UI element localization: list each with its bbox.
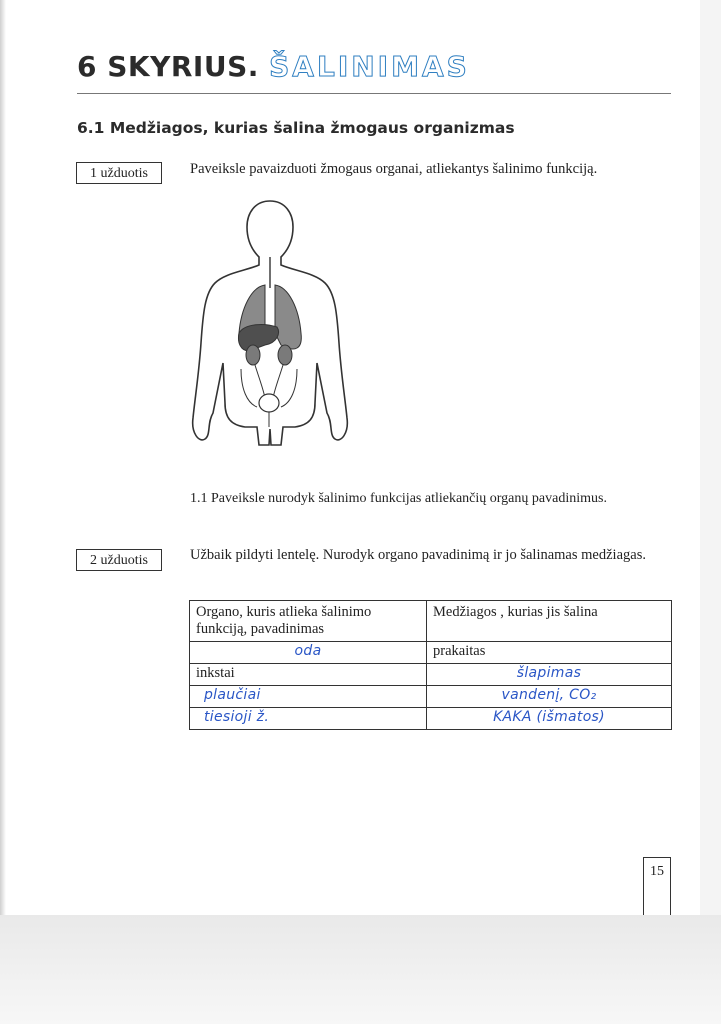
- handwritten-answer: šlapimas: [516, 665, 582, 681]
- substance-cell[interactable]: [427, 664, 672, 686]
- chapter-title: [77, 50, 470, 83]
- scan-background: [0, 915, 721, 1024]
- header-substances: Medžiagos , kurias jis šalina: [427, 601, 672, 642]
- right-kidney: [278, 345, 292, 365]
- handwritten-answer: plaučiai: [204, 687, 261, 703]
- task-2-instruction: Užbaik pildyti lentelę. Nurodyk organo pavadinimą ir jo šalinamas medžiagas.: [190, 547, 646, 563]
- substance-cell[interactable]: [427, 708, 672, 730]
- task-1-label: 1 užduotis: [76, 162, 162, 184]
- left-kidney: [246, 345, 260, 365]
- section-title: 6.1 Medžiagos, kurias šalina žmogaus organizmas: [77, 119, 515, 137]
- right-lung: [275, 285, 301, 349]
- header-organ: Organo, kuris atlieka šalinimo funkciją, pavadinimas: [190, 601, 427, 642]
- organ-cell[interactable]: [190, 708, 427, 730]
- handwritten-answer: oda: [294, 643, 322, 659]
- handwritten-answer: tiesioji ž.: [204, 709, 270, 725]
- bladder: [259, 394, 279, 412]
- excretory-organs-figure: [185, 193, 355, 451]
- organ-cell[interactable]: [190, 642, 427, 664]
- organ-cell[interactable]: [190, 686, 427, 708]
- substance-cell[interactable]: [427, 686, 672, 708]
- chapter-title-highlight: ŠALINIMAS: [269, 50, 470, 83]
- task-2-label: 2 užduotis: [76, 549, 162, 571]
- handwritten-answer: KAKA (išmatos): [493, 709, 605, 725]
- handwritten-answer: vandenį, CO₂: [501, 687, 597, 703]
- organ-cell: inkstai: [190, 664, 427, 686]
- title-divider: [77, 93, 671, 94]
- table-row: [190, 664, 672, 686]
- table-row: [190, 686, 672, 708]
- table-row: [190, 642, 672, 664]
- chapter-number: 6 SKYRIUS.: [77, 50, 259, 83]
- task-1-instruction: Paveiksle pavaizduoti žmogaus organai, atliekantys šalinimo funkciją.: [190, 161, 598, 177]
- scan-binding-edge: [0, 0, 6, 915]
- table-row: [190, 708, 672, 730]
- organs-table: [189, 600, 672, 730]
- substance-cell: prakaitas: [427, 642, 672, 664]
- table-header-row: [190, 601, 672, 642]
- page-number: 15: [643, 857, 671, 915]
- subtask-1-1: 1.1 Paveiksle nurodyk šalinimo funkcijas atliekančių organų pavadinimus.: [190, 491, 607, 506]
- liver: [238, 325, 278, 351]
